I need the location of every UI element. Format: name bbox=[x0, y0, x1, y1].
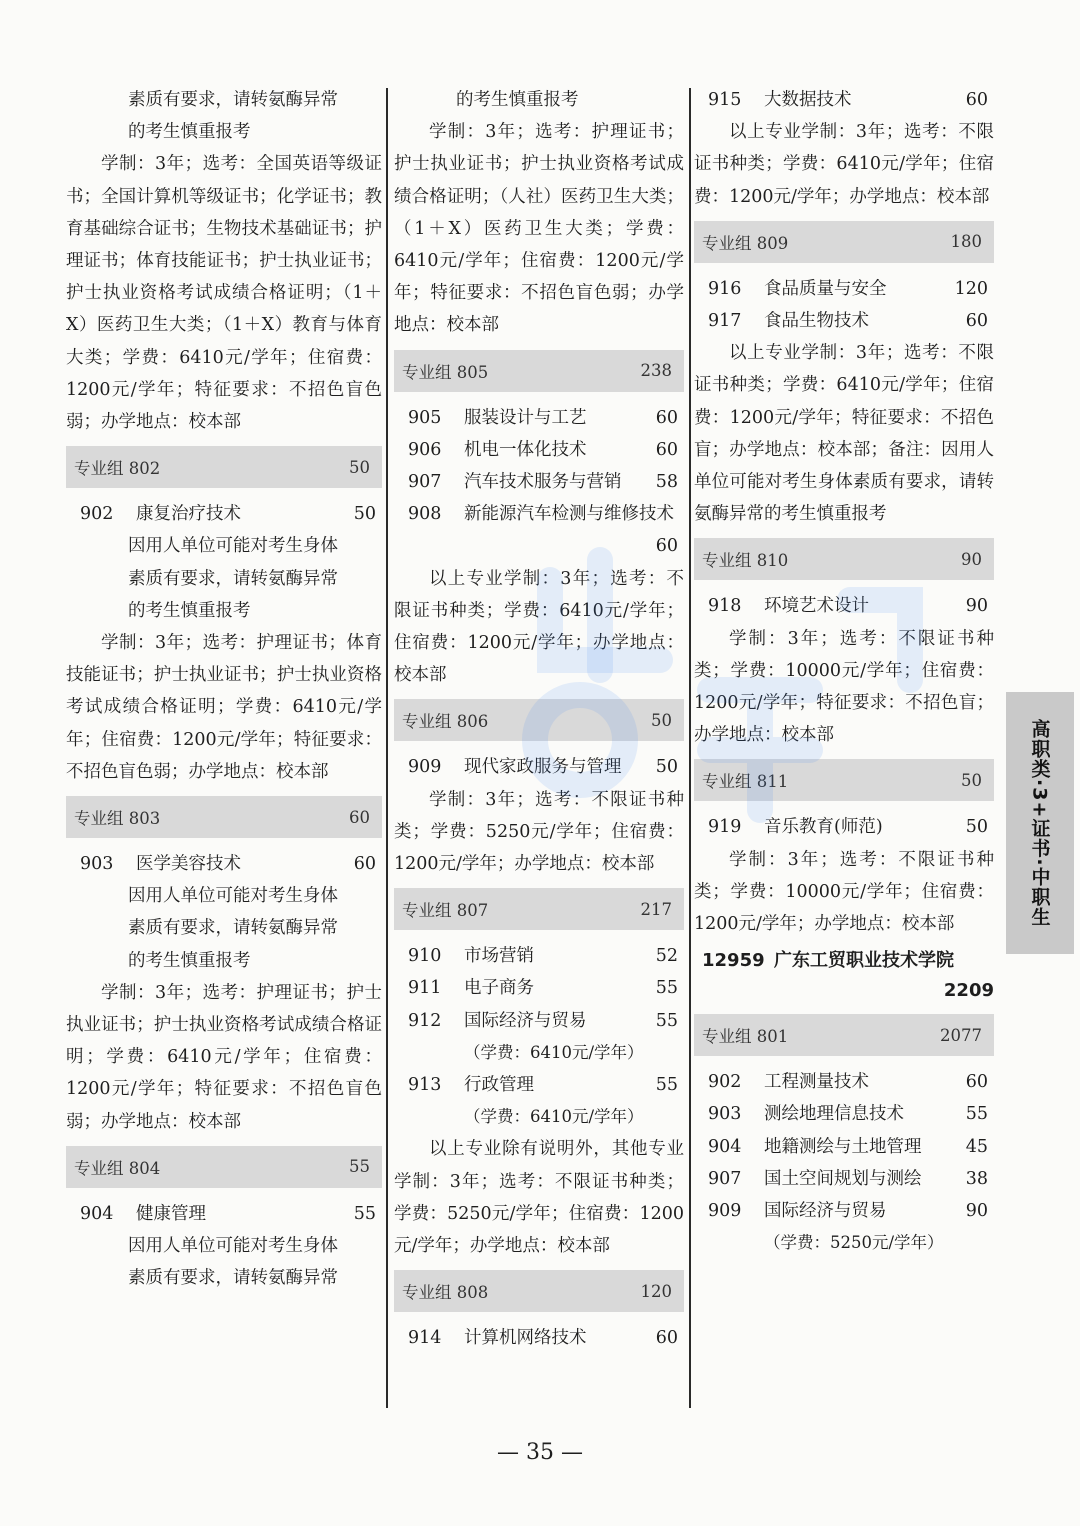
group-header-802 bbox=[66, 446, 382, 488]
major-name: 康复治疗技术 bbox=[136, 504, 241, 525]
major-name: 医学美容技术 bbox=[136, 854, 241, 875]
major-code: 903 bbox=[708, 1104, 742, 1125]
group-label: 专业组 804 bbox=[74, 1158, 161, 1178]
major-row bbox=[394, 1322, 684, 1354]
major-name: 行政管理 bbox=[464, 1075, 534, 1096]
major-code: 910 bbox=[408, 946, 442, 967]
group-label: 专业组 811 bbox=[702, 772, 789, 792]
major-code: 908 bbox=[408, 504, 442, 525]
group-count: 50 bbox=[961, 770, 982, 790]
major-fee-note: （学费：6410元/学年） bbox=[464, 1042, 644, 1062]
major-count: 50 bbox=[655, 757, 678, 778]
group-label: 专业组 806 bbox=[402, 712, 489, 732]
note-line: 因用人单位可能对考生身体 bbox=[128, 1236, 338, 1257]
group-header-810 bbox=[694, 538, 994, 580]
group-header-801 bbox=[694, 1014, 994, 1056]
group-count: 238 bbox=[640, 361, 672, 381]
group-count: 50 bbox=[651, 710, 672, 730]
major-code: 911 bbox=[408, 978, 442, 999]
major-count: 55 bbox=[655, 1010, 678, 1031]
group-label: 专业组 802 bbox=[74, 459, 161, 479]
group-count: 217 bbox=[640, 899, 672, 919]
major-row bbox=[66, 498, 382, 530]
major-row bbox=[394, 498, 684, 530]
major-row bbox=[394, 402, 684, 434]
major-code: 904 bbox=[708, 1136, 742, 1157]
major-count: 120 bbox=[954, 278, 988, 299]
major-count: 60 bbox=[655, 407, 678, 428]
major-name: 国土空间规划与测绘 bbox=[764, 1168, 922, 1189]
group-count: 50 bbox=[349, 457, 370, 477]
group-label: 专业组 807 bbox=[402, 901, 489, 921]
major-name: 环境艺术设计 bbox=[764, 596, 869, 617]
school-header bbox=[694, 946, 994, 976]
group-header-809 bbox=[694, 221, 994, 263]
major-count: 45 bbox=[965, 1136, 988, 1157]
paragraph: 学制：3年；选考：不限证书种类；学费：10000元/学年；住宿费：1200元/学年；办学地点：校本部 bbox=[694, 849, 994, 935]
major-count: 58 bbox=[655, 472, 678, 493]
major-count: 55 bbox=[655, 978, 678, 999]
major-count: 60 bbox=[655, 1328, 678, 1349]
paragraph: 以上专业学制：3年；选考：不限证书种类；学费：6410元/学年；住宿费：1200元/学年；办学地点：校本部 bbox=[394, 568, 684, 686]
note-line: 的考生慎重报考 bbox=[128, 950, 251, 971]
major-row bbox=[694, 273, 994, 305]
major-code: 919 bbox=[708, 817, 742, 838]
major-count: 50 bbox=[965, 817, 988, 838]
major-code: 906 bbox=[408, 439, 442, 460]
major-code: 907 bbox=[408, 472, 442, 493]
major-name: 国际经济与贸易 bbox=[764, 1201, 887, 1222]
major-count: 55 bbox=[655, 1075, 678, 1096]
major-row bbox=[394, 940, 684, 972]
school-name: 广东工贸职业技术学院 bbox=[774, 950, 954, 972]
major-row bbox=[394, 434, 684, 466]
section-side-tab bbox=[1006, 692, 1074, 954]
major-count: 38 bbox=[965, 1168, 988, 1189]
major-name: 汽车技术服务与营销 bbox=[464, 472, 622, 493]
group-header-805 bbox=[394, 350, 684, 392]
major-name: 计算机网络技术 bbox=[464, 1328, 587, 1349]
group-label: 专业组 801 bbox=[702, 1027, 789, 1047]
major-code: 913 bbox=[408, 1075, 442, 1096]
major-row bbox=[694, 305, 994, 337]
page-number: — 35 — bbox=[497, 1440, 583, 1465]
group-count: 2077 bbox=[940, 1025, 982, 1045]
group-count: 55 bbox=[349, 1157, 370, 1177]
paragraph: 学制：3年；选考：不限证书种类；学费：5250元/学年；住宿费：1200元/学年；办学地点：校本部 bbox=[394, 789, 684, 875]
group-label: 专业组 805 bbox=[402, 362, 489, 382]
major-code: 909 bbox=[408, 757, 442, 778]
major-row bbox=[394, 1069, 684, 1101]
major-count: 90 bbox=[965, 596, 988, 617]
major-row bbox=[394, 972, 684, 1004]
major-code: 915 bbox=[708, 90, 742, 110]
major-name: 市场营销 bbox=[464, 946, 534, 967]
major-code: 905 bbox=[408, 407, 442, 428]
major-row bbox=[694, 1098, 994, 1130]
major-name: 音乐教育(师范) bbox=[764, 817, 883, 838]
major-row bbox=[694, 1066, 994, 1098]
major-name: 服装设计与工艺 bbox=[464, 407, 587, 428]
major-name: 新能源汽车检测与维修技术 bbox=[464, 504, 674, 525]
major-row bbox=[394, 751, 684, 783]
major-code: 912 bbox=[408, 1010, 442, 1031]
major-count: 60 bbox=[353, 854, 376, 875]
major-name: 地籍测绘与土地管理 bbox=[764, 1136, 922, 1157]
major-name: 电子商务 bbox=[464, 978, 534, 999]
paragraph: 以上专业学制：3年；选考：不限证书种类；学费：6410元/学年；住宿费：1200元/学年；办学地点：校本部 bbox=[694, 122, 994, 207]
note-line: 的考生慎重报考 bbox=[456, 90, 579, 110]
major-count: 90 bbox=[965, 1201, 988, 1222]
note-line: 的考生慎重报考 bbox=[128, 600, 251, 621]
group-label: 专业组 809 bbox=[702, 233, 789, 253]
major-code: 902 bbox=[708, 1072, 742, 1093]
group-header-804 bbox=[66, 1146, 382, 1188]
note-line: 素质有要求，请转氨酶异常 bbox=[128, 1268, 338, 1289]
group-header-811 bbox=[694, 759, 994, 801]
group-header-803 bbox=[66, 796, 382, 838]
column-divider bbox=[689, 88, 691, 1408]
major-row bbox=[394, 1005, 684, 1037]
column-3 bbox=[694, 84, 994, 1259]
group-label: 专业组 803 bbox=[74, 809, 161, 829]
major-name: 机电一体化技术 bbox=[464, 439, 587, 460]
major-fee-note: （学费：6410元/学年） bbox=[464, 1107, 644, 1127]
major-code: 917 bbox=[708, 311, 742, 332]
note-line: 的考生慎重报考 bbox=[128, 122, 251, 143]
group-label: 专业组 808 bbox=[402, 1283, 489, 1303]
note-line: 因用人单位可能对考生身体 bbox=[128, 536, 338, 557]
major-count: 50 bbox=[353, 504, 376, 525]
note-line: 素质有要求，请转氨酶异常 bbox=[128, 568, 338, 589]
major-code: 903 bbox=[80, 854, 114, 875]
major-row bbox=[694, 1195, 994, 1227]
paragraph: 以上专业学制：3年；选考：不限证书种类；学费：6410元/学年；住宿费：1200元/学年；特征要求：不招色盲；办学地点：校本部；备注：因用人单位可能对考生身体素质有要求，请转氨酶异常的考生慎重报考 bbox=[694, 343, 994, 525]
major-name: 大数据技术 bbox=[764, 90, 852, 110]
paragraph: 学制：3年；选考：护理证书；护士执业证书；护士执业资格考试成绩合格证明；（人社）医药卫生大类；（1＋X）医药卫生大类；学费：6410元/学年；住宿费：1200元/学年；特征要求：不招色盲色弱；办学地点：校本部 bbox=[394, 122, 684, 336]
major-name: 国际经济与贸易 bbox=[464, 1010, 587, 1031]
column-1 bbox=[66, 84, 382, 1295]
paragraph: 以上专业除有说明外，其他专业学制：3年；选考：不限证书种类；学费：5250元/学年；住宿费：1200元/学年；办学地点：校本部 bbox=[394, 1139, 684, 1257]
major-row bbox=[694, 1131, 994, 1163]
major-fee-note: （学费：5250元/学年） bbox=[764, 1233, 944, 1253]
major-code: 909 bbox=[708, 1201, 742, 1222]
side-tab-label: 高职类·3+证书·中职生 bbox=[1028, 719, 1051, 927]
note-line: 素质有要求，请转氨酶异常 bbox=[128, 90, 338, 110]
major-row bbox=[66, 1198, 382, 1230]
column-divider bbox=[386, 88, 388, 1408]
major-row bbox=[694, 84, 994, 116]
note-line: 素质有要求，请转氨酶异常 bbox=[128, 918, 338, 939]
group-count: 90 bbox=[961, 549, 982, 569]
major-count: 55 bbox=[353, 1203, 376, 1224]
major-code: 904 bbox=[80, 1203, 114, 1224]
group-count: 180 bbox=[950, 232, 982, 252]
paragraph: 学制：3年；选考：护理证书；体育技能证书；护士执业证书；护士执业资格考试成绩合格证明；学费：6410元/学年；住宿费：1200元/学年；特征要求：不招色盲色弱；办学地点：校本部 bbox=[66, 633, 382, 782]
group-header-806 bbox=[394, 699, 684, 741]
note-line: 因用人单位可能对考生身体 bbox=[128, 886, 338, 907]
major-count: 60 bbox=[965, 90, 988, 110]
group-header-808 bbox=[394, 1270, 684, 1312]
major-row bbox=[66, 848, 382, 880]
group-header-807 bbox=[394, 888, 684, 930]
paragraph: 学制：3年；选考：不限证书种类；学费：10000元/学年；住宿费：1200元/学年；特征要求：不招色盲；办学地点：校本部 bbox=[694, 628, 994, 746]
major-row bbox=[694, 811, 994, 843]
major-name: 测绘地理信息技术 bbox=[764, 1104, 904, 1125]
major-count: 55 bbox=[965, 1104, 988, 1125]
group-count: 60 bbox=[349, 807, 370, 827]
major-code: 918 bbox=[708, 596, 742, 617]
paragraph: 学制：3年；选考：全国英语等级证书；全国计算机等级证书；化学证书；教育基础综合证书；生物技术基础证书；护理证书；体育技能证书；护士执业证书；护士执业资格考试成绩合格证明；（1＋X）医药卫生大类；（1＋X）教育与体育大类；学费：6410元/学年；住宿费：1200元/学年；特征要求：不招色盲色弱；办学地点：校本部 bbox=[66, 154, 382, 433]
school-code: 12959 bbox=[702, 950, 765, 972]
major-code: 907 bbox=[708, 1168, 742, 1189]
school-count: 2209 bbox=[943, 980, 994, 1002]
major-name: 现代家政服务与管理 bbox=[464, 757, 622, 778]
major-code: 916 bbox=[708, 278, 742, 299]
major-name: 工程测量技术 bbox=[764, 1072, 869, 1093]
major-count: 60 bbox=[965, 1072, 988, 1093]
group-label: 专业组 810 bbox=[702, 551, 789, 571]
major-name: 健康管理 bbox=[136, 1203, 206, 1224]
paragraph: 学制：3年；选考：护理证书；护士执业证书；护士执业资格考试成绩合格证明；学费：6410元/学年；住宿费：1200元/学年；特征要求：不招色盲色弱；办学地点：校本部 bbox=[66, 982, 382, 1132]
column-2 bbox=[394, 84, 684, 1355]
major-row bbox=[694, 590, 994, 622]
major-name: 食品生物技术 bbox=[764, 311, 869, 332]
major-count: 52 bbox=[655, 946, 678, 967]
major-name: 食品质量与安全 bbox=[764, 278, 887, 299]
major-code: 914 bbox=[408, 1328, 442, 1349]
group-count: 120 bbox=[640, 1281, 672, 1301]
major-row bbox=[694, 1163, 994, 1195]
major-row bbox=[394, 466, 684, 498]
major-count: 60 bbox=[655, 439, 678, 460]
major-count: 60 bbox=[655, 536, 678, 557]
major-count: 60 bbox=[965, 311, 988, 332]
major-code: 902 bbox=[80, 504, 114, 525]
